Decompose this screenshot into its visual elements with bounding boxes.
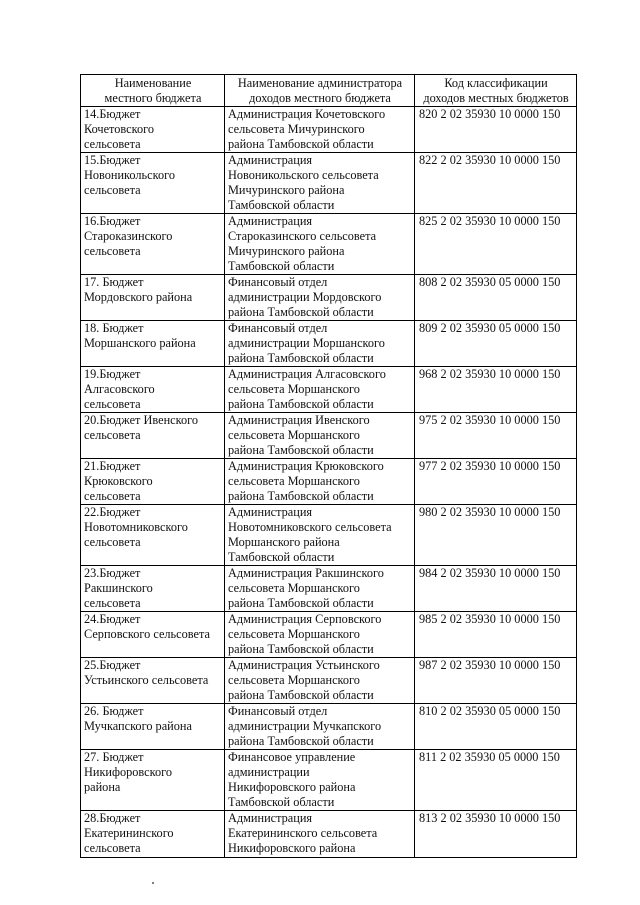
budget-name-cell: 27. Бюджет Никифоровского района [81, 750, 225, 811]
header-administrator-name: Наименование администратора доходов местного бюджета [225, 75, 415, 107]
classification-code-cell: 822 2 02 35930 10 0000 150 [415, 153, 577, 214]
table-row [81, 704, 577, 750]
budget-name-cell: 17. Бюджет Мордовского района [81, 275, 225, 321]
table-row [81, 566, 577, 612]
table-row [81, 459, 577, 505]
classification-code-cell: 984 2 02 35930 10 0000 150 [415, 566, 577, 612]
classification-code-cell: 968 2 02 35930 10 0000 150 [415, 367, 577, 413]
classification-code-cell: 825 2 02 35930 10 0000 150 [415, 214, 577, 275]
administrator-cell: Финансовый отдел администрации Моршанского района Тамбовской области [225, 321, 415, 367]
administrator-cell: Администрация Староказинского сельсовета Мичуринского района Тамбовской области [225, 214, 415, 275]
budget-name-cell: 15.Бюджет Новоникольского сельсовета [81, 153, 225, 214]
administrator-cell: Финансовый отдел администрации Мордовского района Тамбовской области [225, 275, 415, 321]
classification-code-cell: 985 2 02 35930 10 0000 150 [415, 612, 577, 658]
budget-name-cell: 20.Бюджет Ивенского сельсовета [81, 413, 225, 459]
table-row [81, 811, 577, 858]
administrator-cell: Администрация Устьинского сельсовета Моршанского района Тамбовской области [225, 658, 415, 704]
administrator-cell: Финансовый отдел администрации Мучкапского района Тамбовской области [225, 704, 415, 750]
table-body [81, 107, 577, 858]
budget-name-cell: 14.Бюджет Кочетовского сельсовета [81, 107, 225, 153]
administrator-cell: Администрация Алгасовского сельсовета Моршанского района Тамбовской области [225, 367, 415, 413]
budget-admin-table [80, 74, 577, 858]
budget-name-cell: 22.Бюджет Новотомниковского сельсовета [81, 505, 225, 566]
administrator-cell: Администрация Екатерининского сельсовета Никифоровского района [225, 811, 415, 858]
scan-speck [152, 882, 154, 884]
budget-name-cell: 26. Бюджет Мучкапского района [81, 704, 225, 750]
table-row [81, 505, 577, 566]
table-row [81, 107, 577, 153]
table-row [81, 153, 577, 214]
classification-code-cell: 808 2 02 35930 05 0000 150 [415, 275, 577, 321]
table-header [81, 75, 577, 107]
table-row [81, 214, 577, 275]
header-row [81, 75, 577, 107]
classification-code-cell: 980 2 02 35930 10 0000 150 [415, 505, 577, 566]
table-row [81, 612, 577, 658]
administrator-cell: Администрация Серповского сельсовета Моршанского района Тамбовской области [225, 612, 415, 658]
classification-code-cell: 977 2 02 35930 10 0000 150 [415, 459, 577, 505]
administrator-cell: Администрация Кочетовского сельсовета Мичуринского района Тамбовской области [225, 107, 415, 153]
budget-name-cell: 16.Бюджет Староказинского сельсовета [81, 214, 225, 275]
administrator-cell: Администрация Крюковского сельсовета Моршанского района Тамбовской области [225, 459, 415, 505]
table-row [81, 750, 577, 811]
table-row [81, 413, 577, 459]
classification-code-cell: 820 2 02 35930 10 0000 150 [415, 107, 577, 153]
header-budget-name: Наименование местного бюджета [81, 75, 225, 107]
table-row [81, 658, 577, 704]
budget-name-cell: 18. Бюджет Моршанского района [81, 321, 225, 367]
classification-code-cell: 987 2 02 35930 10 0000 150 [415, 658, 577, 704]
classification-code-cell: 810 2 02 35930 05 0000 150 [415, 704, 577, 750]
budget-name-cell: 19.Бюджет Алгасовского сельсовета [81, 367, 225, 413]
budget-name-cell: 21.Бюджет Крюковского сельсовета [81, 459, 225, 505]
budget-name-cell: 24.Бюджет Серповского сельсовета [81, 612, 225, 658]
classification-code-cell: 809 2 02 35930 05 0000 150 [415, 321, 577, 367]
classification-code-cell: 975 2 02 35930 10 0000 150 [415, 413, 577, 459]
administrator-cell: Администрация Новотомниковского сельсовета Моршанского района Тамбовской области [225, 505, 415, 566]
table-row [81, 321, 577, 367]
administrator-cell: Администрация Ивенского сельсовета Моршанского района Тамбовской области [225, 413, 415, 459]
header-classification-code: Код классификации доходов местных бюджетов [415, 75, 577, 107]
administrator-cell: Администрация Ракшинского сельсовета Моршанского района Тамбовской области [225, 566, 415, 612]
classification-code-cell: 811 2 02 35930 05 0000 150 [415, 750, 577, 811]
classification-code-cell: 813 2 02 35930 10 0000 150 [415, 811, 577, 858]
administrator-cell: Администрация Новоникольского сельсовета Мичуринского района Тамбовской области [225, 153, 415, 214]
budget-name-cell: 28.Бюджет Екатерининского сельсовета [81, 811, 225, 858]
budget-name-cell: 25.Бюджет Устьинского сельсовета [81, 658, 225, 704]
administrator-cell: Финансовое управление администрации Никифоровского района Тамбовской области [225, 750, 415, 811]
table-row [81, 275, 577, 321]
table-row [81, 367, 577, 413]
budget-name-cell: 23.Бюджет Ракшинского сельсовета [81, 566, 225, 612]
